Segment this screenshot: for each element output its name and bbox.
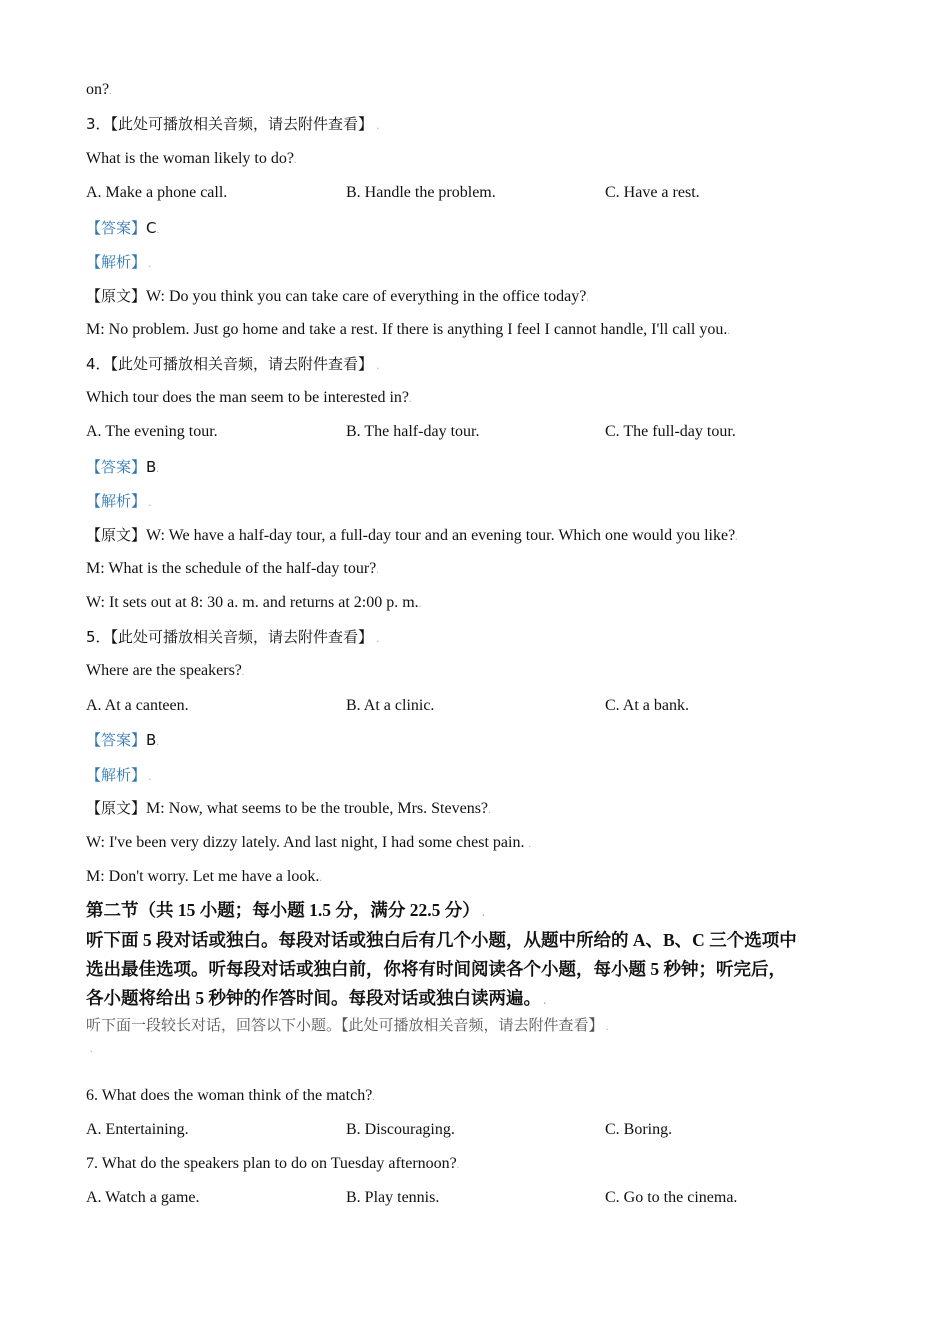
- option-c: C. Have a rest.: [605, 184, 700, 201]
- q5-original: 【原文】M: Now, what seems to be the trouble, Mrs. Stevens?.: [86, 799, 491, 817]
- audio-prompt[interactable]: 听下面一段较长对话，回答以下小题。【此处可播放相关音频，请去附件查看】: [86, 1018, 604, 1034]
- paragraph-mark: .: [90, 1044, 93, 1055]
- analysis-label: 【解析】: [86, 253, 147, 271]
- option-c: C. At a bank.: [605, 697, 689, 714]
- option-a: A. Watch a game.: [86, 1189, 200, 1206]
- option-a: A. The evening tour.: [86, 423, 218, 440]
- text: M: What is the schedule of the half-day tour?: [86, 560, 377, 577]
- audio-prompt[interactable]: 5．【此处可播放相关音频，请去附件查看】: [86, 628, 374, 646]
- analysis-label: 【解析】: [86, 766, 147, 784]
- q4-analysis: 【解析】 .: [86, 492, 152, 510]
- transcript-line: W: We have a half-day tour, a full-day tour and an evening tour. Which one would you like?: [146, 527, 736, 544]
- transcript-line: W: I've been very dizzy lately. And last night, I had some chest pain. .: [86, 834, 531, 851]
- q5-answer: 【答案】B.: [86, 731, 159, 749]
- question-text: Which tour does the man seem to be interested in?: [86, 389, 410, 406]
- original-label: 【原文】: [86, 799, 147, 817]
- q7-question: 7. What do the speakers plan to do on Tuesday afternoon?.: [86, 1155, 460, 1172]
- audio-prompt[interactable]: 3．【此处可播放相关音频，请去附件查看】: [86, 115, 374, 133]
- original-label: 【原文】: [86, 287, 147, 305]
- answer-value: C: [146, 219, 157, 237]
- q3-header: 3．【此处可播放相关音频，请去附件查看】 .: [86, 115, 380, 133]
- question-text: 6. What does the woman think of the match?: [86, 1087, 373, 1104]
- q3-question: What is the woman likely to do?.: [86, 150, 297, 167]
- transcript-line: M: What is the schedule of the half-day tour?.: [86, 560, 379, 577]
- transcript-line: M: No problem. Just go home and take a rest. If there is anything I feel I cannot handle, I'll call you..: [86, 321, 730, 338]
- question-text: Where are the speakers?: [86, 662, 242, 679]
- q4-header: 4．【此处可播放相关音频，请去附件查看】 .: [86, 355, 380, 373]
- option-b: B. The half-day tour.: [346, 423, 480, 440]
- text: W: I've been very dizzy lately. And last night, I had some chest pain.: [86, 834, 529, 851]
- section-instructions: 选出最佳选项。听每段对话或独白前，你将有时间阅读各个小题，每小题 5 秒钟；听完后，: [86, 959, 786, 979]
- q3-analysis: 【解析】 .: [86, 253, 152, 271]
- option-c: C. Boring.: [605, 1121, 673, 1138]
- text: M: No problem. Just go home and take a rest. If there is anything I feel I cannot handle, I'll call you.: [86, 321, 728, 338]
- q5-question: Where are the speakers?.: [86, 662, 245, 679]
- answer-value: B: [146, 458, 157, 476]
- answer-label: 【答案】: [86, 219, 147, 237]
- original-label: 【原文】: [86, 526, 147, 544]
- section-instructions: 听下面 5 段对话或独白。每段对话或独白后有几个小题，从题中所给的 A、B、C 三个选项中: [86, 930, 797, 950]
- text: W: It sets out at 8: 30 a. m. and returns at 2:00 p. m.: [86, 594, 419, 611]
- transcript-line: W: It sets out at 8: 30 a. m. and returns at 2:00 p. m..: [86, 594, 422, 611]
- q5-analysis: 【解析】 .: [86, 766, 152, 784]
- option-b: B. At a clinic.: [346, 697, 435, 714]
- option-b: B. Discouraging.: [346, 1121, 455, 1138]
- q3-original: 【原文】W: Do you think you can take care of everything in the office today?.: [86, 287, 589, 305]
- q4-answer: 【答案】B.: [86, 458, 159, 476]
- answer-label: 【答案】: [86, 731, 147, 749]
- transcript-line: M: Now, what seems to be the trouble, Mrs. Stevens?: [146, 800, 489, 817]
- section-note: 听下面一段较长对话，回答以下小题。【此处可播放相关音频，请去附件查看】 .: [86, 1018, 609, 1034]
- option-c: C. The full-day tour.: [605, 423, 736, 440]
- text: 第二节（共 15 小题；每小题 1.5 分，满分 22.5 分）: [86, 900, 480, 920]
- audio-prompt[interactable]: 4．【此处可播放相关音频，请去附件查看】: [86, 355, 374, 373]
- answer-label: 【答案】: [86, 458, 147, 476]
- option-b: B. Handle the problem.: [346, 184, 496, 201]
- text-line: on?.: [86, 81, 112, 98]
- question-text: What is the woman likely to do?: [86, 150, 294, 167]
- answer-value: B: [146, 731, 157, 749]
- option-a: A. Entertaining.: [86, 1121, 189, 1138]
- question-text: 7. What do the speakers plan to do on Tuesday afternoon?: [86, 1155, 457, 1172]
- q3-answer: 【答案】C.: [86, 219, 159, 237]
- q5-header: 5．【此处可播放相关音频，请去附件查看】 .: [86, 628, 380, 646]
- section-instructions: 各小题将给出 5 秒钟的作答时间。每段对话或独白读两遍。 .: [86, 988, 546, 1008]
- analysis-label: 【解析】: [86, 492, 147, 510]
- option-c: C. Go to the cinema.: [605, 1189, 738, 1206]
- text: on?: [86, 81, 110, 98]
- q4-original: 【原文】W: We have a half-day tour, a full-day tour and an evening tour. Which one would you like?.: [86, 526, 738, 544]
- text: M: Don't worry. Let me have a look.: [86, 868, 320, 885]
- transcript-line: M: Don't worry. Let me have a look..: [86, 868, 322, 885]
- q4-question: Which tour does the man seem to be interested in?.: [86, 389, 412, 406]
- option-a: A. At a canteen.: [86, 697, 189, 714]
- option-b: B. Play tennis.: [346, 1189, 440, 1206]
- q6-question: 6. What does the woman think of the match?.: [86, 1087, 375, 1104]
- transcript-line: W: Do you think you can take care of everything in the office today?: [146, 288, 587, 305]
- section-title: 第二节（共 15 小题；每小题 1.5 分，满分 22.5 分） .: [86, 900, 485, 920]
- text: 各小题将给出 5 秒钟的作答时间。每段对话或独白读两遍。: [86, 988, 541, 1008]
- option-a: A. Make a phone call.: [86, 184, 228, 201]
